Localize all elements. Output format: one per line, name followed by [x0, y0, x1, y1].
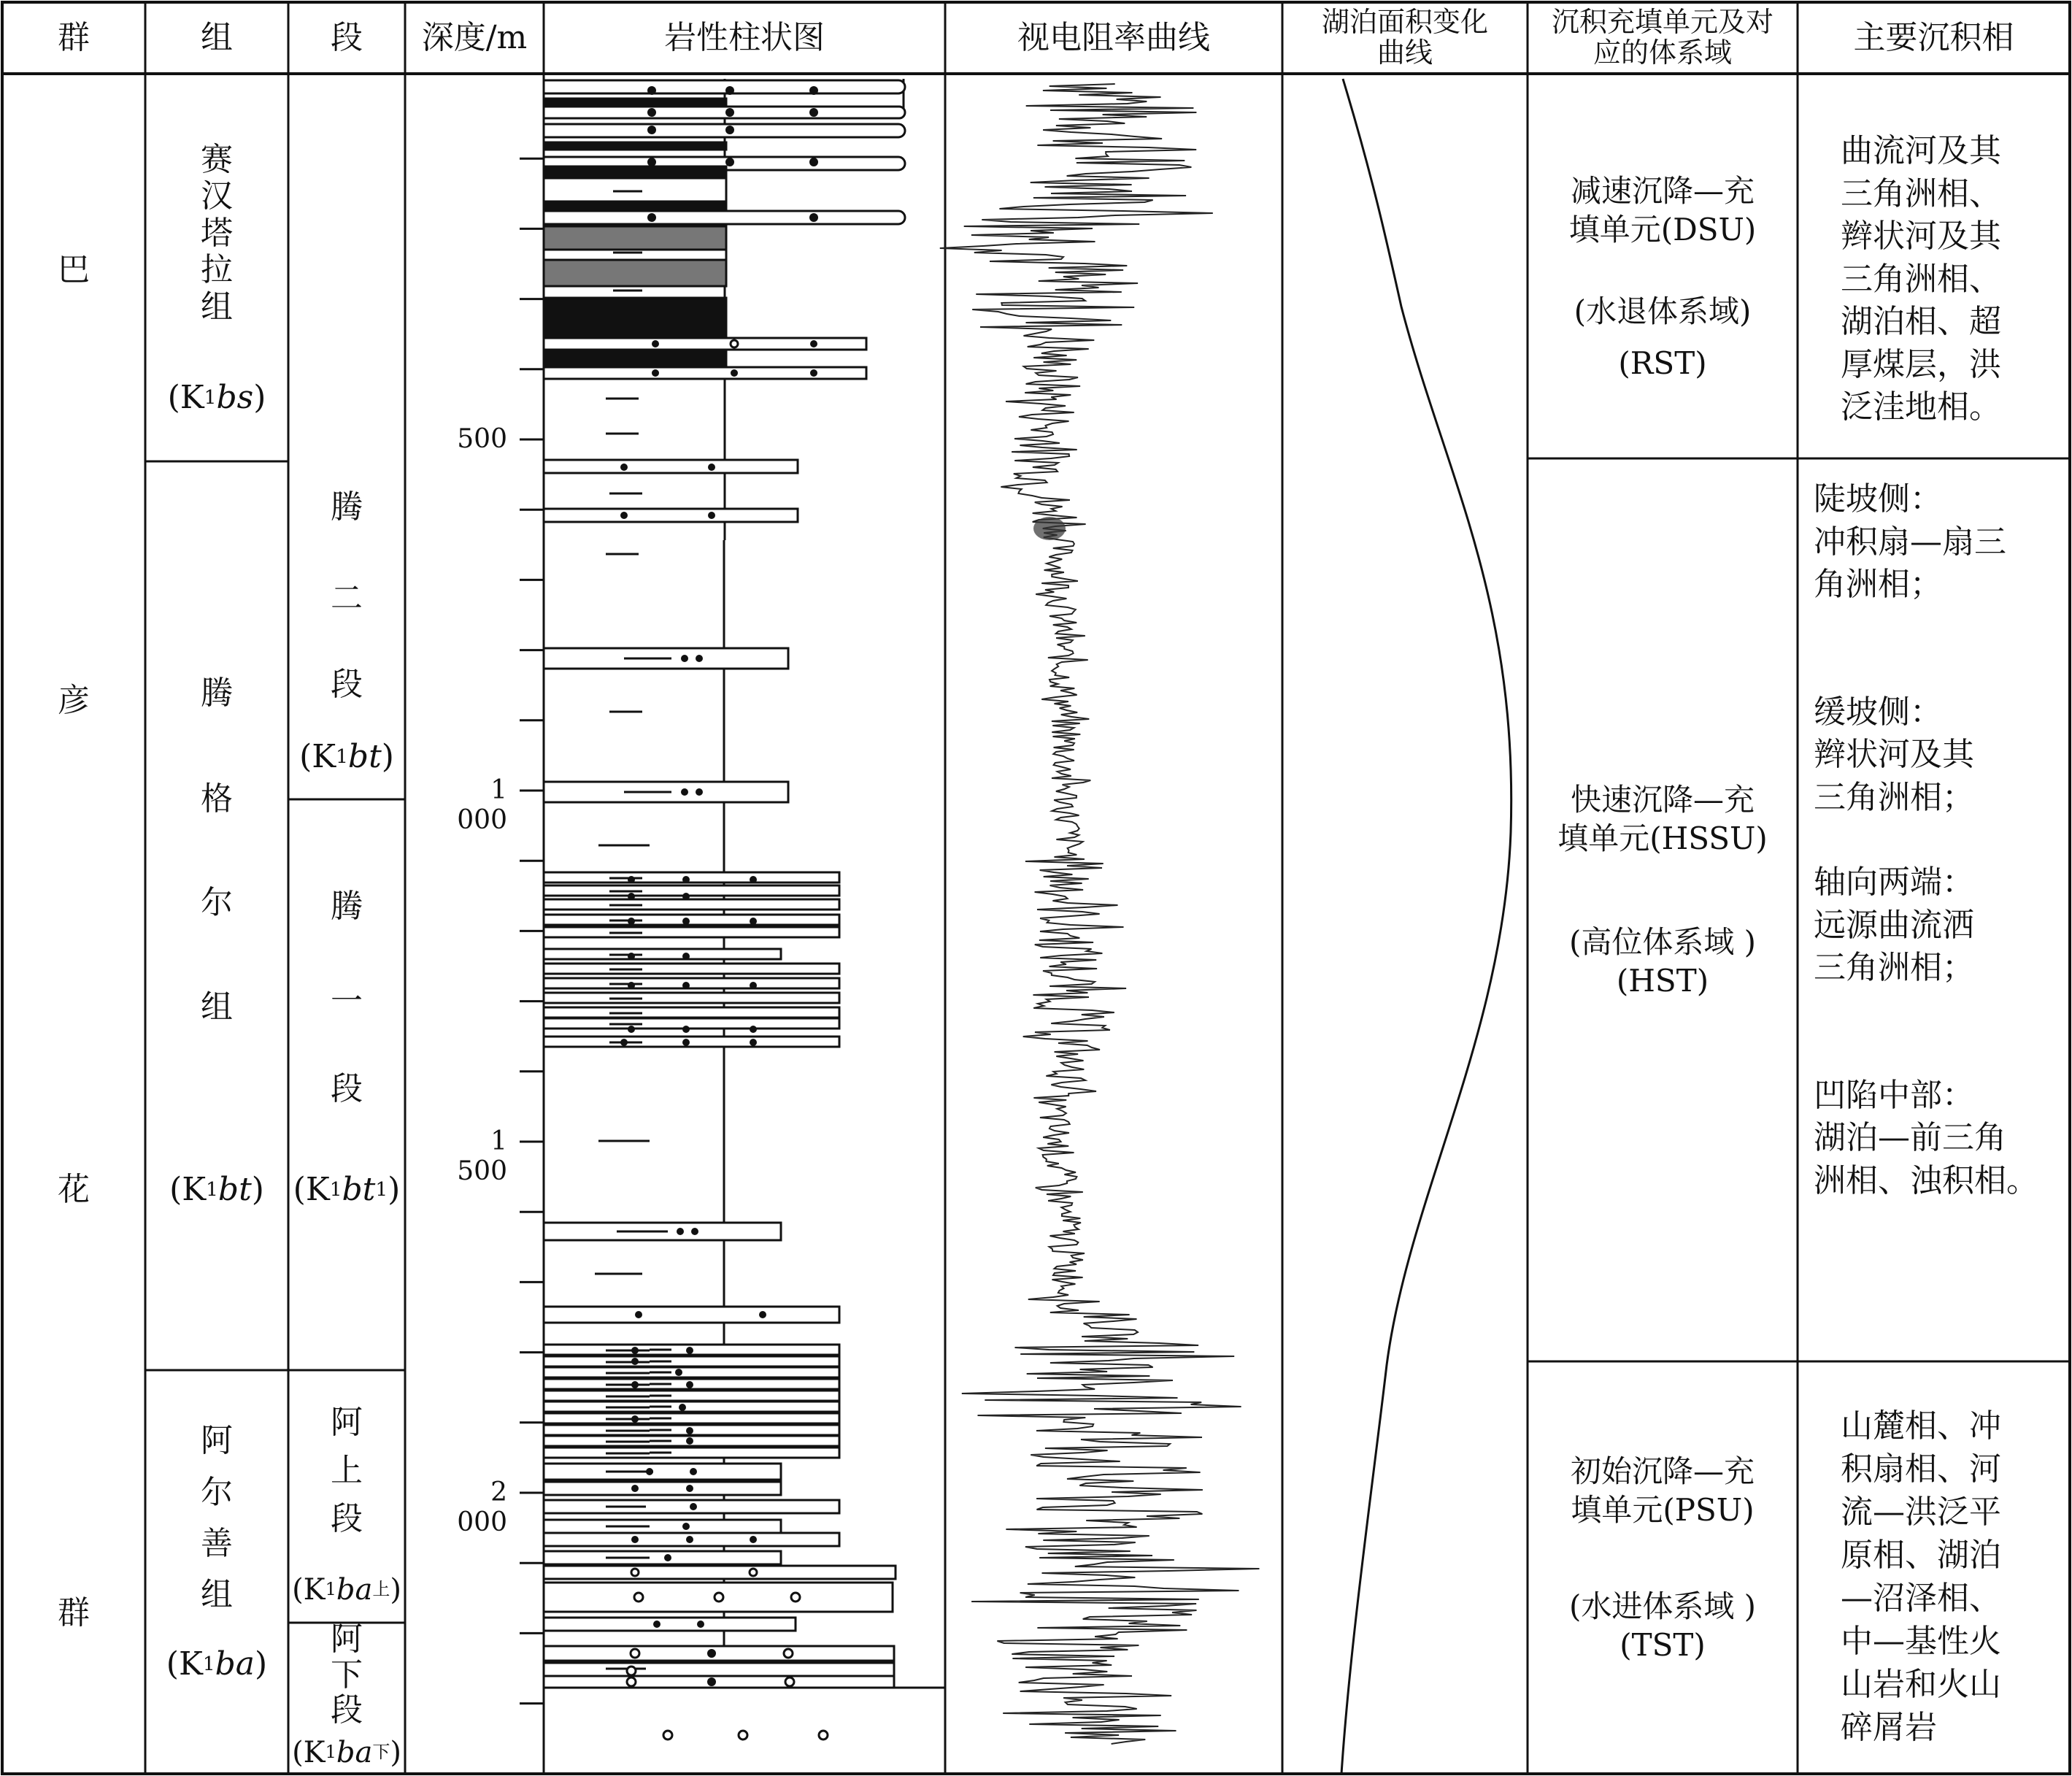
gravel-symbol — [631, 1649, 639, 1658]
gravel-symbol — [627, 1667, 636, 1675]
sand-symbol — [682, 876, 690, 883]
coal-bed — [544, 166, 726, 178]
member-char: 下 — [331, 1656, 363, 1694]
formation-char: 阿 — [201, 1422, 233, 1460]
formation-char: 塔 — [201, 214, 233, 252]
sand-symbol — [646, 1468, 653, 1475]
sandstone-bed — [544, 1566, 896, 1579]
sandstone-bed — [544, 367, 866, 379]
carbonaceous-bed — [544, 226, 726, 250]
sand-symbol — [750, 876, 757, 883]
sand-symbol — [682, 953, 690, 960]
member-code: (K 1 bt ) — [299, 737, 394, 775]
sand-symbol — [691, 1228, 698, 1235]
sandstone-bed — [544, 1037, 839, 1047]
sand-symbol — [708, 464, 715, 471]
mudstone-bed — [544, 178, 726, 201]
sand-symbol — [731, 369, 738, 377]
sand-symbol — [628, 982, 635, 989]
sand-symbol — [628, 918, 635, 925]
coal-bed — [544, 142, 726, 150]
sand-symbol — [682, 1026, 690, 1033]
sand-symbol — [809, 213, 818, 222]
group-char: 群 — [58, 1594, 90, 1631]
member-char: 腾 — [331, 488, 363, 526]
sandstone-bed — [544, 885, 839, 896]
sand-symbol — [631, 1485, 639, 1492]
gravel-symbol — [631, 1569, 639, 1576]
header-lake-area: 湖泊面积变化曲线 — [1321, 6, 1488, 69]
sand-symbol — [647, 158, 656, 166]
sandstone-bed — [544, 1618, 796, 1631]
sandstone-bed — [544, 899, 839, 910]
fill-unit-dsu: 减速沉降—充 填单元(DSU) (水退体系域) (RST) — [1568, 173, 1757, 381]
resistivity-curve — [940, 84, 1260, 1744]
sand-symbol — [664, 1554, 671, 1561]
sand-symbol — [686, 1427, 693, 1434]
sand-symbol — [652, 340, 659, 347]
member-char: 段 — [331, 1069, 363, 1107]
gravel-symbol — [715, 1593, 723, 1602]
header-formation: 组 — [201, 18, 233, 56]
sand-symbol — [708, 512, 715, 519]
sand-symbol — [810, 369, 817, 377]
facies-psu: 山麓相、冲 积扇相、河 流—洪泛平 原相、湖泊 —沼泽相、 中—基性火 山岩和火山 碎屑岩 — [1841, 1407, 2001, 1746]
sand-symbol — [682, 1523, 690, 1530]
sandstone-bed — [544, 1464, 781, 1480]
formation-char: 组 — [201, 988, 233, 1026]
gravel-symbol — [627, 1677, 636, 1686]
formation-char: 拉 — [201, 251, 233, 289]
sandstone-bed — [544, 964, 839, 974]
formation-code: (K 1 bt ) — [169, 1170, 264, 1208]
member-char: 段 — [331, 1500, 363, 1537]
sandstone-lens — [544, 80, 905, 93]
sand-symbol — [631, 1347, 639, 1354]
gravel-symbol — [791, 1593, 800, 1602]
formation-char: 腾 — [201, 674, 233, 712]
header-lithology: 岩性柱状图 — [664, 18, 825, 56]
sand-symbol — [686, 1485, 693, 1492]
sand-symbol — [679, 1404, 686, 1411]
sand-symbol — [809, 108, 818, 117]
sandstone-bed — [544, 1646, 894, 1661]
sand-symbol — [647, 126, 656, 134]
sand-symbol — [750, 1026, 757, 1033]
formation-name — [145, 1412, 288, 1624]
coal-bed — [544, 201, 726, 210]
sand-symbol — [686, 1437, 693, 1445]
sandstone-bed — [544, 1413, 839, 1423]
sand-symbol — [631, 1381, 639, 1388]
sand-symbol — [696, 655, 703, 662]
gravel-symbol — [739, 1731, 747, 1740]
sand-symbol — [682, 982, 690, 989]
sand-symbol — [653, 1621, 661, 1628]
sandstone-bed — [544, 1482, 781, 1495]
formation-code: (K 1 ba ) — [166, 1645, 268, 1683]
sand-symbol — [707, 1649, 716, 1658]
header-group: 群 — [58, 18, 90, 56]
sand-symbol — [686, 1536, 693, 1543]
sand-symbol — [682, 893, 690, 900]
group-char: 花 — [58, 1170, 90, 1208]
gravel-symbol — [634, 1593, 643, 1602]
sandstone-bed — [544, 1448, 839, 1458]
formation-char: 尔 — [201, 883, 233, 921]
sand-symbol — [620, 464, 628, 471]
formation-char: 尔 — [201, 1473, 233, 1511]
mudstone-bed — [544, 250, 726, 260]
sandstone-bed — [544, 1391, 839, 1401]
sandstone-bed — [544, 1356, 839, 1366]
sand-symbol — [628, 953, 635, 960]
header-fill-unit: 沉积充填单元及对应的体系域 — [1551, 6, 1773, 69]
sand-symbol — [677, 1228, 684, 1235]
sand-symbol — [725, 126, 734, 134]
sandstone-bed — [544, 1307, 839, 1323]
sandstone-bed — [544, 338, 866, 350]
member-char: 腾 — [331, 887, 363, 925]
sandstone-bed — [544, 460, 798, 473]
resistivity-blob — [1033, 517, 1066, 540]
formation-name — [145, 124, 288, 343]
carbonaceous-bed — [544, 260, 726, 286]
sand-symbol — [682, 918, 690, 925]
gravel-symbol — [785, 1677, 794, 1686]
formation-code: (K 1 bs ) — [167, 378, 266, 416]
sand-symbol — [647, 213, 656, 222]
gravel-symbol — [663, 1731, 672, 1740]
member-name — [288, 1394, 405, 1548]
sandstone-bed — [544, 927, 839, 937]
sandstone-bed — [544, 1663, 894, 1676]
member-char: 段 — [331, 1691, 363, 1729]
coal-bed — [544, 99, 726, 106]
sandstone-bed — [544, 1018, 839, 1029]
member-name — [288, 1621, 405, 1729]
sand-symbol — [628, 893, 635, 900]
sand-symbol — [725, 158, 734, 166]
header-depth: 深度/m — [421, 18, 528, 56]
sand-symbol — [652, 369, 659, 377]
facies-dsu: 曲流河及其 三角洲相、 辫状河及其 三角洲相、 湖泊相、超 厚煤层，洪 泛洼地相。 — [1841, 132, 2001, 426]
sandstone-bed — [544, 1520, 781, 1533]
sand-symbol — [631, 1415, 639, 1423]
member-char: 一 — [331, 982, 363, 1020]
sand-symbol — [690, 1503, 697, 1510]
formation-char: 赛 — [201, 140, 233, 178]
lake-area-curve — [1341, 79, 1511, 1774]
member-code: (K 1 ba 上 ) — [292, 1573, 401, 1607]
sand-symbol — [707, 1677, 716, 1686]
sand-symbol — [810, 340, 817, 347]
sand-symbol — [686, 1347, 693, 1354]
sand-symbol — [725, 86, 734, 95]
fill-unit-psu: 初始沉降—充 填单元(PSU) (水进体系域 ) (TST) — [1568, 1453, 1757, 1663]
sand-symbol — [759, 1311, 766, 1318]
member-char: 上 — [331, 1452, 363, 1489]
fill-unit-hssu: 快速沉降—充 填单元(HSSU) (高位体系域 ) (HST) — [1557, 782, 1768, 999]
depth-tick-label: 500 — [457, 424, 507, 454]
depth-tick-label: 1 000 — [457, 775, 507, 835]
coal-bed — [544, 350, 726, 367]
sand-symbol — [750, 1039, 757, 1046]
depth-tick-label: 1 500 — [457, 1126, 507, 1186]
sand-symbol — [697, 1621, 704, 1628]
sand-symbol — [696, 788, 703, 796]
sand-symbol — [750, 982, 757, 989]
member-char: 段 — [331, 665, 363, 703]
header-member: 段 — [331, 18, 363, 56]
sand-symbol — [647, 86, 656, 95]
sandstone-bed — [544, 915, 839, 925]
sandstone-lens — [544, 107, 905, 118]
member-code: (K 1 ba 下 ) — [292, 1736, 401, 1769]
header-resistivity: 视电阻率曲线 — [1017, 18, 1210, 56]
sand-symbol — [682, 1039, 690, 1046]
coal-bed — [544, 298, 726, 338]
sand-symbol — [681, 655, 688, 662]
sandstone-lens — [544, 124, 905, 137]
formation-char: 组 — [201, 288, 233, 326]
sand-symbol — [809, 158, 818, 166]
sand-symbol — [631, 1536, 639, 1543]
formation-char: 组 — [201, 1576, 233, 1614]
sandstone-bed — [544, 872, 839, 883]
member-char: 阿 — [331, 1621, 363, 1658]
sandstone-bed — [544, 1007, 839, 1018]
gravel-symbol — [750, 1569, 757, 1576]
sand-symbol — [635, 1311, 642, 1318]
sand-symbol — [681, 788, 688, 796]
group-char: 彦 — [58, 681, 90, 719]
sandstone-bed — [544, 993, 839, 1003]
facies-hssu: 陡坡侧： 冲积扇—扇三 角洲相； 缓坡侧： 辫状河及其 三角洲相； 轴向两端： 远源曲流洒 三角洲相； 凹陷中部： 湖泊—前三角 洲相、浊积相。 — [1814, 480, 2038, 1199]
sand-symbol — [725, 108, 734, 117]
sand-symbol — [620, 512, 628, 519]
sand-symbol — [620, 1039, 628, 1046]
formation-char: 善 — [201, 1525, 233, 1562]
gravel-symbol — [731, 340, 738, 347]
gravel-symbol — [819, 1731, 828, 1740]
group-char: 巴 — [58, 250, 90, 288]
sand-symbol — [750, 1536, 757, 1543]
sand-symbol — [809, 86, 818, 95]
sandstone-bed — [544, 1676, 894, 1688]
depth-tick-label: 2 000 — [457, 1477, 507, 1537]
member-char: 二 — [331, 579, 363, 617]
member-char: 阿 — [331, 1404, 363, 1441]
sand-symbol — [631, 1358, 639, 1365]
sandstone-bed — [544, 509, 798, 522]
formation-char: 格 — [201, 780, 233, 818]
sandstone-bed — [544, 1551, 781, 1564]
sand-symbol — [686, 1381, 693, 1388]
gravel-symbol — [784, 1649, 793, 1658]
sandstone-bed — [544, 949, 781, 959]
formation-char: 汉 — [201, 177, 233, 215]
sand-symbol — [628, 1026, 635, 1033]
sand-symbol — [628, 876, 635, 883]
sand-symbol — [690, 1468, 697, 1475]
sand-symbol — [750, 918, 757, 925]
sand-symbol — [675, 1369, 682, 1376]
sandstone-bed — [544, 1402, 839, 1412]
header-facies: 主要沉积相 — [1853, 18, 2014, 56]
sandstone-bed — [544, 1367, 839, 1377]
sand-symbol — [647, 108, 656, 117]
member-code: (K 1 bt 1 ) — [293, 1170, 401, 1208]
sandstone-bed — [544, 978, 839, 988]
sandstone-lens — [544, 211, 905, 224]
